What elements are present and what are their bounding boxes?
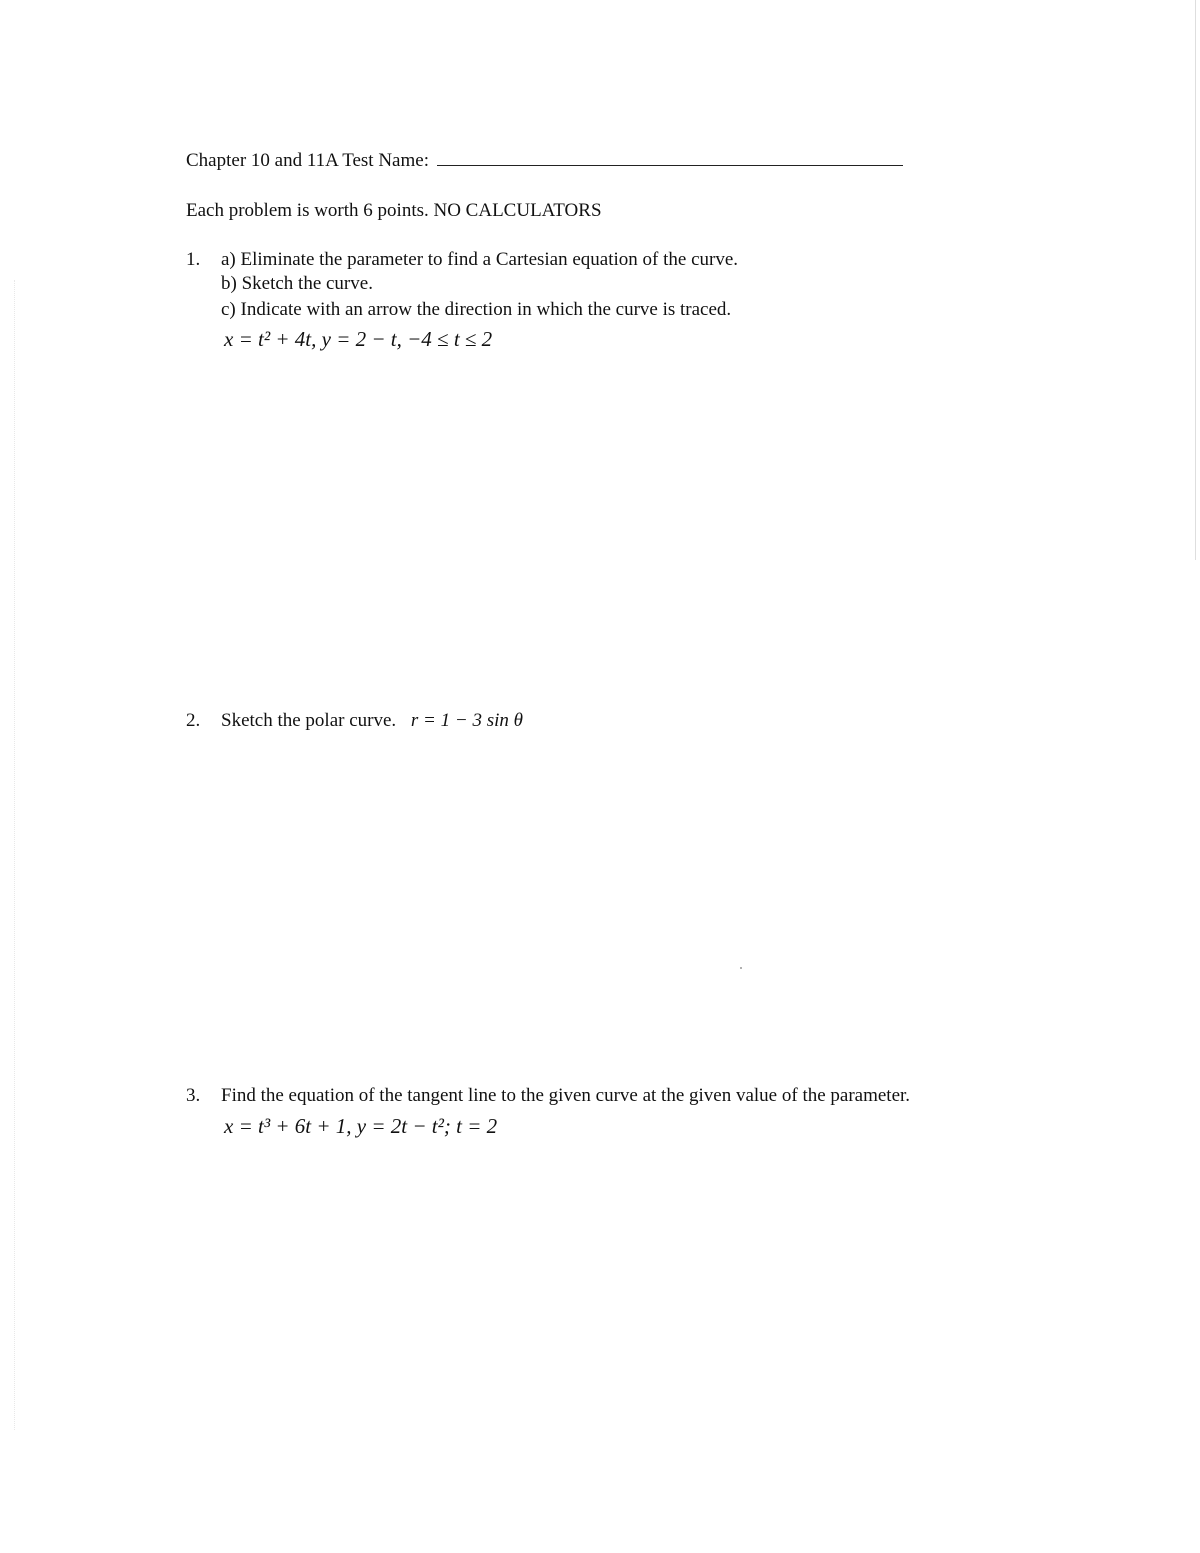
test-header xyxy=(186,147,903,173)
name-blank-line xyxy=(437,147,903,166)
question-3-text: Find the equation of the tangent line to the given curve at the given value of the parameter. xyxy=(221,1085,911,1106)
scan-edge-right xyxy=(1195,0,1200,560)
instructions: Each problem is worth 6 points. NO CALCULATORS xyxy=(186,200,602,221)
question-3-number: 3. xyxy=(186,1085,201,1106)
question-2-equation: r = 1 − 3 sin θ xyxy=(410,710,523,731)
question-3-equation: x = t³ + 6t + 1, y = 2t − t²; t = 2 xyxy=(224,1114,498,1138)
scan-edge-left xyxy=(0,280,15,1430)
question-2 xyxy=(221,709,523,733)
question-2-text: Sketch the polar curve. xyxy=(221,710,397,731)
question-2-number: 2. xyxy=(186,710,201,731)
question-1-number: 1. xyxy=(186,249,201,270)
question-1-part-a: a) Eliminate the parameter to find a Cartesian equation of the curve. xyxy=(221,249,739,270)
header-title: Chapter 10 and 11A Test Name: xyxy=(186,150,429,171)
question-1-equation: x = t² + 4t, y = 2 − t, −4 ≤ t ≤ 2 xyxy=(224,327,493,351)
scan-speck xyxy=(740,967,742,969)
question-1-part-c: c) Indicate with an arrow the direction in which the curve is traced. xyxy=(221,299,732,320)
question-1-part-b: b) Sketch the curve. xyxy=(221,273,373,294)
